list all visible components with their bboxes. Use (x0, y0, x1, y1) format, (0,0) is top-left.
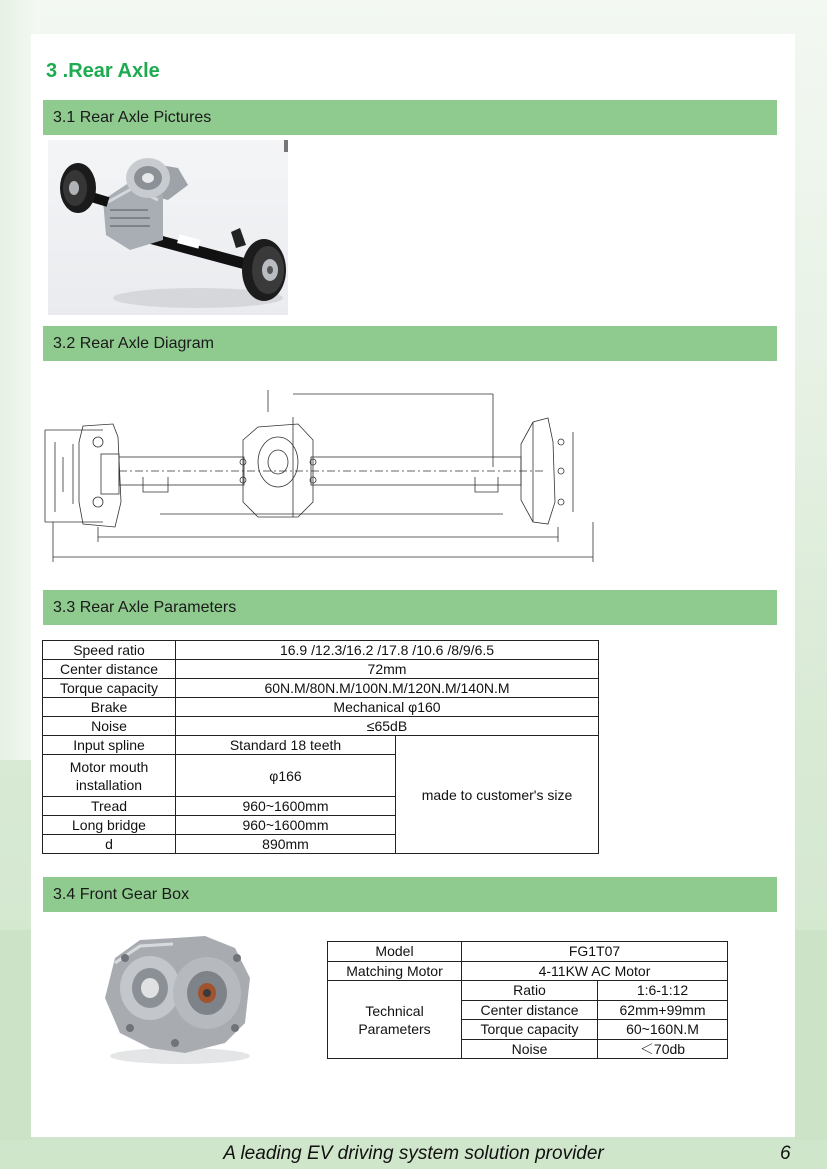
rear-axle-photo (48, 140, 288, 315)
gear-label: Noise (462, 1039, 598, 1059)
param-label: Motor mouth installation (43, 755, 176, 797)
table-row (43, 698, 599, 717)
rear-axle-parameters-table (42, 640, 599, 854)
gear-value: 4-11KW AC Motor (462, 961, 728, 981)
table-row (328, 981, 728, 1001)
custom-size-note: made to customer's size (396, 736, 599, 854)
table-row (43, 660, 599, 679)
param-value: 960~1600mm (176, 797, 396, 816)
param-value: ≤65dB (176, 717, 599, 736)
gear-value: FG1T07 (462, 942, 728, 962)
table-row (43, 736, 599, 755)
rear-axle-diagram (43, 382, 603, 567)
table-row (328, 942, 728, 962)
param-label: Speed ratio (43, 641, 176, 660)
gear-label: Center distance (462, 1000, 598, 1020)
table-row (43, 641, 599, 660)
param-value: 72mm (176, 660, 599, 679)
gear-value: 1:6-1:12 (598, 981, 728, 1001)
param-label: Torque capacity (43, 679, 176, 698)
gear-label: Ratio (462, 981, 598, 1001)
background-right-band-bottom (795, 930, 827, 1140)
param-value: Standard 18 teeth (176, 736, 396, 755)
front-gearbox-table (327, 941, 728, 1059)
gear-value: 60~160N.M (598, 1020, 728, 1040)
param-value: 60N.M/80N.M/100N.M/120N.M/140N.M (176, 679, 599, 698)
background-left-band-bottom (0, 930, 32, 1140)
section-heading-pictures: 3.1 Rear Axle Pictures (43, 100, 777, 135)
param-label: d (43, 835, 176, 854)
section-heading-gearbox: 3.4 Front Gear Box (43, 877, 777, 912)
section-heading-diagram: 3.2 Rear Axle Diagram (43, 326, 777, 361)
gear-value: ＜70db (598, 1039, 728, 1059)
param-value: Mechanical φ160 (176, 698, 599, 717)
param-value: 960~1600mm (176, 816, 396, 835)
param-label: Noise (43, 717, 176, 736)
gear-label: Model (328, 942, 462, 962)
section-heading-parameters: 3.3 Rear Axle Parameters (43, 590, 777, 625)
param-value: 16.9 /12.3/16.2 /17.8 /10.6 /8/9/6.5 (176, 641, 599, 660)
gear-value: 62mm+99mm (598, 1000, 728, 1020)
page-number: 6 (780, 1143, 791, 1164)
param-value: φ166 (176, 755, 396, 797)
front-gearbox-photo (95, 928, 260, 1068)
param-label: Long bridge (43, 816, 176, 835)
gear-label: Matching Motor (328, 961, 462, 981)
page-title: 3 .Rear Axle (46, 60, 160, 82)
table-row (328, 961, 728, 981)
table-row (43, 679, 599, 698)
footer-slogan: A leading EV driving system solution provider (223, 1143, 604, 1164)
technical-parameters-label: Technical Parameters (328, 981, 462, 1059)
table-row (43, 717, 599, 736)
param-value: 890mm (176, 835, 396, 854)
param-label: Input spline (43, 736, 176, 755)
param-label: Brake (43, 698, 176, 717)
param-label: Tread (43, 797, 176, 816)
gear-label: Torque capacity (462, 1020, 598, 1040)
param-label: Center distance (43, 660, 176, 679)
